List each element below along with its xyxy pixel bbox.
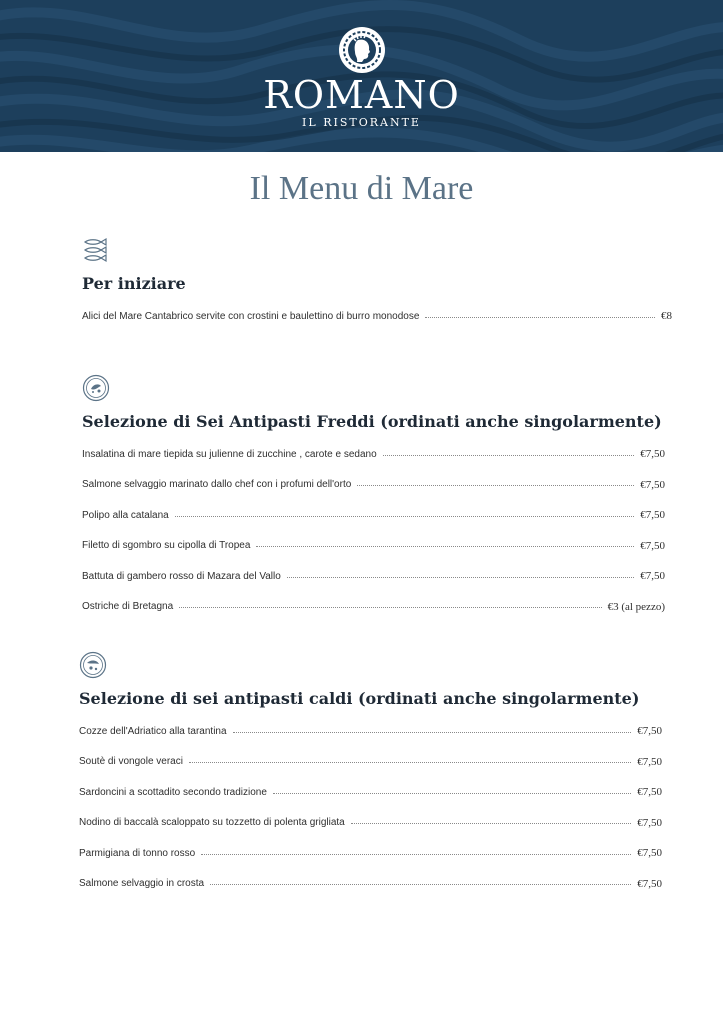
item-price: €3 (al pezzo) xyxy=(607,600,665,613)
item-name: Insalatina di mare tiepida su julienne di zucchine , carote e sedano xyxy=(82,448,377,460)
item-name: Alici del Mare Cantabrico servite con crostini e baulettino di burro monodose xyxy=(82,310,420,322)
item-name: Parmigiana di tonno rosso xyxy=(79,847,196,859)
menu-item xyxy=(82,470,665,501)
item-price: €7,50 xyxy=(640,478,665,491)
fish-icon xyxy=(82,236,110,264)
dotted-leader xyxy=(175,516,635,517)
dotted-leader xyxy=(273,793,631,794)
menu-item xyxy=(82,500,665,531)
item-name: Salmone selvaggio marinato dallo chef con i profumi dell'orto xyxy=(82,479,352,491)
dotted-leader xyxy=(357,485,634,486)
menu-item xyxy=(79,747,662,778)
section-title: Selezione di Sei Antipasti Freddi (ordinati anche singolarmente) xyxy=(82,412,662,431)
menu-item xyxy=(79,808,662,839)
item-name: Filetto di sgombro su cipolla di Tropea xyxy=(82,540,251,552)
dotted-leader xyxy=(189,762,631,763)
menu-item xyxy=(82,592,665,623)
item-price: €7,50 xyxy=(637,877,662,890)
item-price: €7,50 xyxy=(640,509,665,522)
item-name: Nodino di baccalà scaloppato su tozzetto di polenta grigliata xyxy=(79,817,345,829)
menu-item xyxy=(79,869,662,900)
brand-name: ROMANO xyxy=(263,73,460,117)
dotted-leader xyxy=(383,455,635,456)
section-per-iniziare xyxy=(82,236,672,332)
item-name: Ostriche di Bretagna xyxy=(82,601,174,613)
menu-item xyxy=(79,838,662,869)
menu-item xyxy=(82,301,672,332)
dotted-leader xyxy=(351,823,632,824)
item-price: €7,50 xyxy=(637,816,662,829)
page-title: Il Menu di Mare xyxy=(249,170,474,207)
item-price: €8 xyxy=(661,310,672,323)
dotted-leader xyxy=(210,884,631,885)
seafood-plate-icon xyxy=(79,651,107,679)
roman-profile-medallion-icon xyxy=(338,26,386,74)
item-price: €7,50 xyxy=(640,539,665,552)
menu-item xyxy=(79,777,662,808)
item-name: Cozze dell'Adriatico alla tarantina xyxy=(79,725,227,737)
menu-item xyxy=(82,561,665,592)
section-title: Selezione di sei antipasti caldi (ordinati anche singolarmente) xyxy=(79,689,640,708)
dotted-leader xyxy=(287,577,634,578)
item-price: €7,50 xyxy=(637,847,662,860)
section-title: Per iniziare xyxy=(82,274,186,293)
seafood-plate-icon xyxy=(82,374,110,402)
section-antipasti-caldi xyxy=(79,651,662,899)
dotted-leader xyxy=(179,607,601,608)
dotted-leader xyxy=(256,546,634,547)
item-price: €7,50 xyxy=(637,755,662,768)
menu-item xyxy=(82,439,665,470)
dotted-leader xyxy=(233,732,632,733)
item-name: Battuta di gambero rosso di Mazara del Vallo xyxy=(82,570,281,582)
section-antipasti-freddi xyxy=(82,374,665,622)
menu-item-list xyxy=(79,716,662,899)
header-banner xyxy=(0,0,723,152)
item-price: €7,50 xyxy=(637,786,662,799)
item-price: €7,50 xyxy=(637,725,662,738)
item-price: €7,50 xyxy=(640,570,665,583)
item-name: Salmone selvaggio in crosta xyxy=(79,878,205,890)
dotted-leader xyxy=(201,854,631,855)
dotted-leader xyxy=(425,317,655,318)
brand-subtitle: IL RISTORANTE xyxy=(302,116,421,129)
item-name: Polipo alla catalana xyxy=(82,509,169,521)
item-name: Soutè di vongole veraci xyxy=(79,756,183,768)
menu-item-list xyxy=(82,439,665,622)
menu-item-list xyxy=(82,301,672,332)
menu-item xyxy=(82,531,665,562)
item-name: Sardoncini a scottadito secondo tradizione xyxy=(79,786,267,798)
menu-item xyxy=(79,716,662,747)
item-price: €7,50 xyxy=(640,448,665,461)
